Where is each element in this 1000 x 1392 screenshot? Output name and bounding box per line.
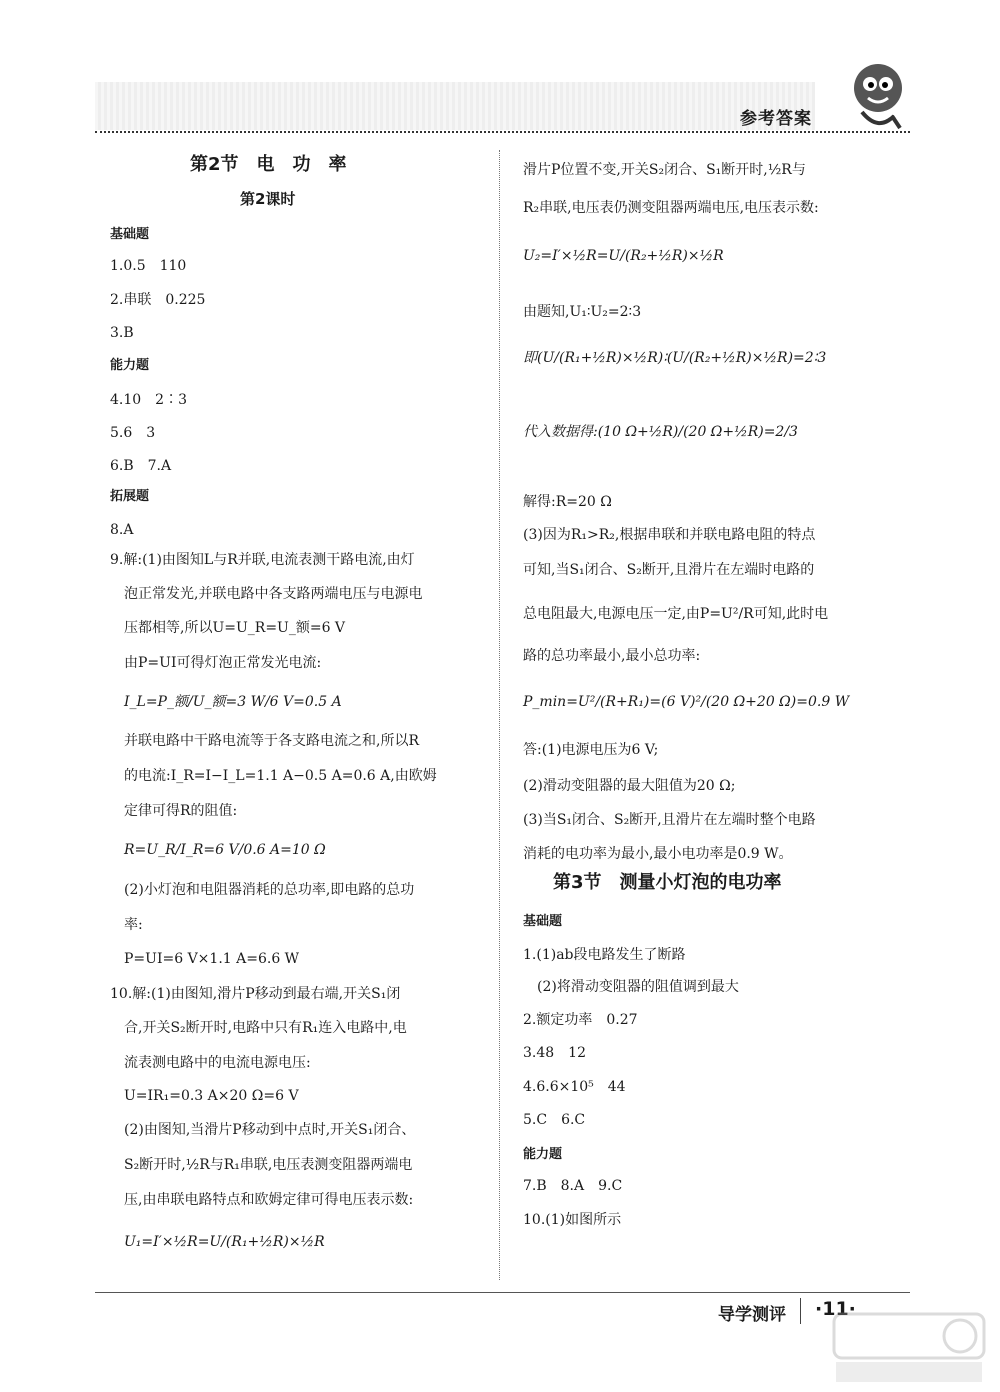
header-band xyxy=(95,82,815,130)
answer-line: 答:(1)电源电压为6 V; xyxy=(523,742,659,758)
answer-line: 5.6 3 xyxy=(110,425,156,441)
answer-line: (2)滑动变阻器的最大阻值为20 Ω; xyxy=(523,778,736,794)
answer-line: 4.10 2∶3 xyxy=(110,392,187,408)
cartoon-mascot-icon xyxy=(842,56,914,136)
answer-line: 7.B 8.A 9.C xyxy=(523,1178,623,1194)
footer-brand: 导学测评 xyxy=(718,1305,786,1325)
answer-line: S₂断开时,½R与R₁串联,电压表测变阻器两端电 xyxy=(110,1157,413,1173)
answer-line: 率: xyxy=(110,917,143,933)
column-divider xyxy=(499,150,500,1280)
answer-line: 9.解:(1)由图知L与R并联,电流表测干路电流,由灯 xyxy=(110,552,415,568)
answer-line: (2)由图知,当滑片P移动到中点时,开关S₁闭合、 xyxy=(110,1122,416,1138)
answer-line: 的电流:I_R=I−I_L=1.1 A−0.5 A=0.6 A,由欧姆 xyxy=(110,768,437,784)
answer-line: 合,开关S₂断开时,电路中只有R₁连入电路中,电 xyxy=(110,1020,407,1036)
answer-line: 5.C 6.C xyxy=(523,1112,586,1128)
answer-line: R₂串联,电压表仍测变阻器两端电压,电压表示数: xyxy=(523,200,819,216)
answer-line: 压都相等,所以U=U_R=U_额=6 V xyxy=(110,620,346,636)
category-heading: 基础题 xyxy=(110,227,150,242)
answer-line: 压,由串联电路特点和欧姆定律可得电压表示数: xyxy=(110,1192,414,1208)
answer-line: (3)因为R₁>R₂,根据串联和并联电路电阻的特点 xyxy=(523,527,816,543)
answer-line: 并联电路中干路电流等于各支路电流之和,所以R xyxy=(110,733,419,749)
bottom-divider xyxy=(95,1292,910,1293)
answer-line: 4.6.6×10⁵ 44 xyxy=(523,1079,626,1095)
answer-line: P=UI=6 V×1.1 A=6.6 W xyxy=(110,951,300,967)
answer-line: 流表测电路中的电流电源电压: xyxy=(110,1055,311,1071)
answer-line: 由P=UI可得灯泡正常发光电流: xyxy=(110,655,322,671)
answer-line: I_L=P_额/U_额=3 W/6 V=0.5 A xyxy=(110,694,342,710)
top-divider xyxy=(95,131,910,133)
answer-line: 滑片P位置不变,开关S₂闭合、S₁断开时,½R与 xyxy=(523,162,806,178)
answer-line: 由题知,U₁∶U₂=2∶3 xyxy=(523,304,642,320)
answer-line: U=IR₁=0.3 A×20 Ω=6 V xyxy=(110,1088,299,1104)
answer-line: 消耗的电功率为最小,最小电功率是0.9 W。 xyxy=(523,846,793,862)
answer-line: 8.A xyxy=(110,522,134,538)
answer-line: (3)当S₁闭合、S₂断开,且滑片在左端时整个电路 xyxy=(523,812,816,828)
answer-line: 可知,当S₁闭合、S₂断开,且滑片在左端时电路的 xyxy=(523,562,815,578)
answer-line: 解得:R=20 Ω xyxy=(523,494,612,510)
answer-line: (2)将滑动变阻器的阻值调到最大 xyxy=(523,979,739,995)
section-title: 第2节 电 功 率 xyxy=(190,154,347,175)
answer-line: 6.B 7.A xyxy=(110,458,172,474)
category-heading: 基础题 xyxy=(523,914,563,929)
answer-line: 2.额定功率 0.27 xyxy=(523,1012,638,1028)
category-heading: 拓展题 xyxy=(110,489,150,504)
answer-line: 泡正常发光,并联电路中各支路两端电压与电源电 xyxy=(110,586,423,602)
answer-line: 3.48 12 xyxy=(523,1045,586,1061)
answer-line: 1.0.5 110 xyxy=(110,258,187,274)
section3-title: 第3节 测量小灯泡的电功率 xyxy=(553,872,782,893)
answer-line: 即(U/(R₁+½R)×½R)∶(U/(R₂+½R)×½R)=2∶3 xyxy=(523,350,827,366)
page-number: ·11· xyxy=(815,1298,856,1320)
answer-line: 总电阻最大,电源电压一定,由P=U²/R可知,此时电 xyxy=(523,606,829,622)
answer-line: 代入数据得:(10 Ω+½R)/(20 Ω+½R)=2/3 xyxy=(523,424,798,440)
answer-line: 3.B xyxy=(110,325,134,341)
answer-line: 10.(1)如图所示 xyxy=(523,1212,622,1228)
answer-line: 路的总功率最小,最小总功率: xyxy=(523,648,701,664)
answer-line: 定律可得R的阻值: xyxy=(110,803,238,819)
header-label: 参考答案 xyxy=(740,109,812,129)
answer-line: 2.串联 0.225 xyxy=(110,292,206,308)
answer-line: 10.解:(1)由图知,滑片P移动到最右端,开关S₁闭 xyxy=(110,986,401,1002)
answer-line: R=U_R/I_R=6 V/0.6 A=10 Ω xyxy=(110,842,326,858)
footer-separator xyxy=(800,1298,801,1324)
answer-line: U₁=I′×½R=U/(R₁+½R)×½R xyxy=(110,1234,325,1250)
category-heading: 能力题 xyxy=(110,358,150,373)
answer-line: 1.(1)ab段电路发生了断路 xyxy=(523,947,686,963)
lesson-subtitle: 第2课时 xyxy=(240,190,296,208)
answer-line: P_min=U²/(R+R₁)=(6 V)²/(20 Ω+20 Ω)=0.9 W xyxy=(523,694,850,710)
category-heading: 能力题 xyxy=(523,1147,563,1162)
answer-line: (2)小灯泡和电阻器消耗的总功率,即电路的总功 xyxy=(110,882,415,898)
answer-line: U₂=I′×½R=U/(R₂+½R)×½R xyxy=(523,248,724,264)
mxqe-watermark xyxy=(830,1310,990,1386)
